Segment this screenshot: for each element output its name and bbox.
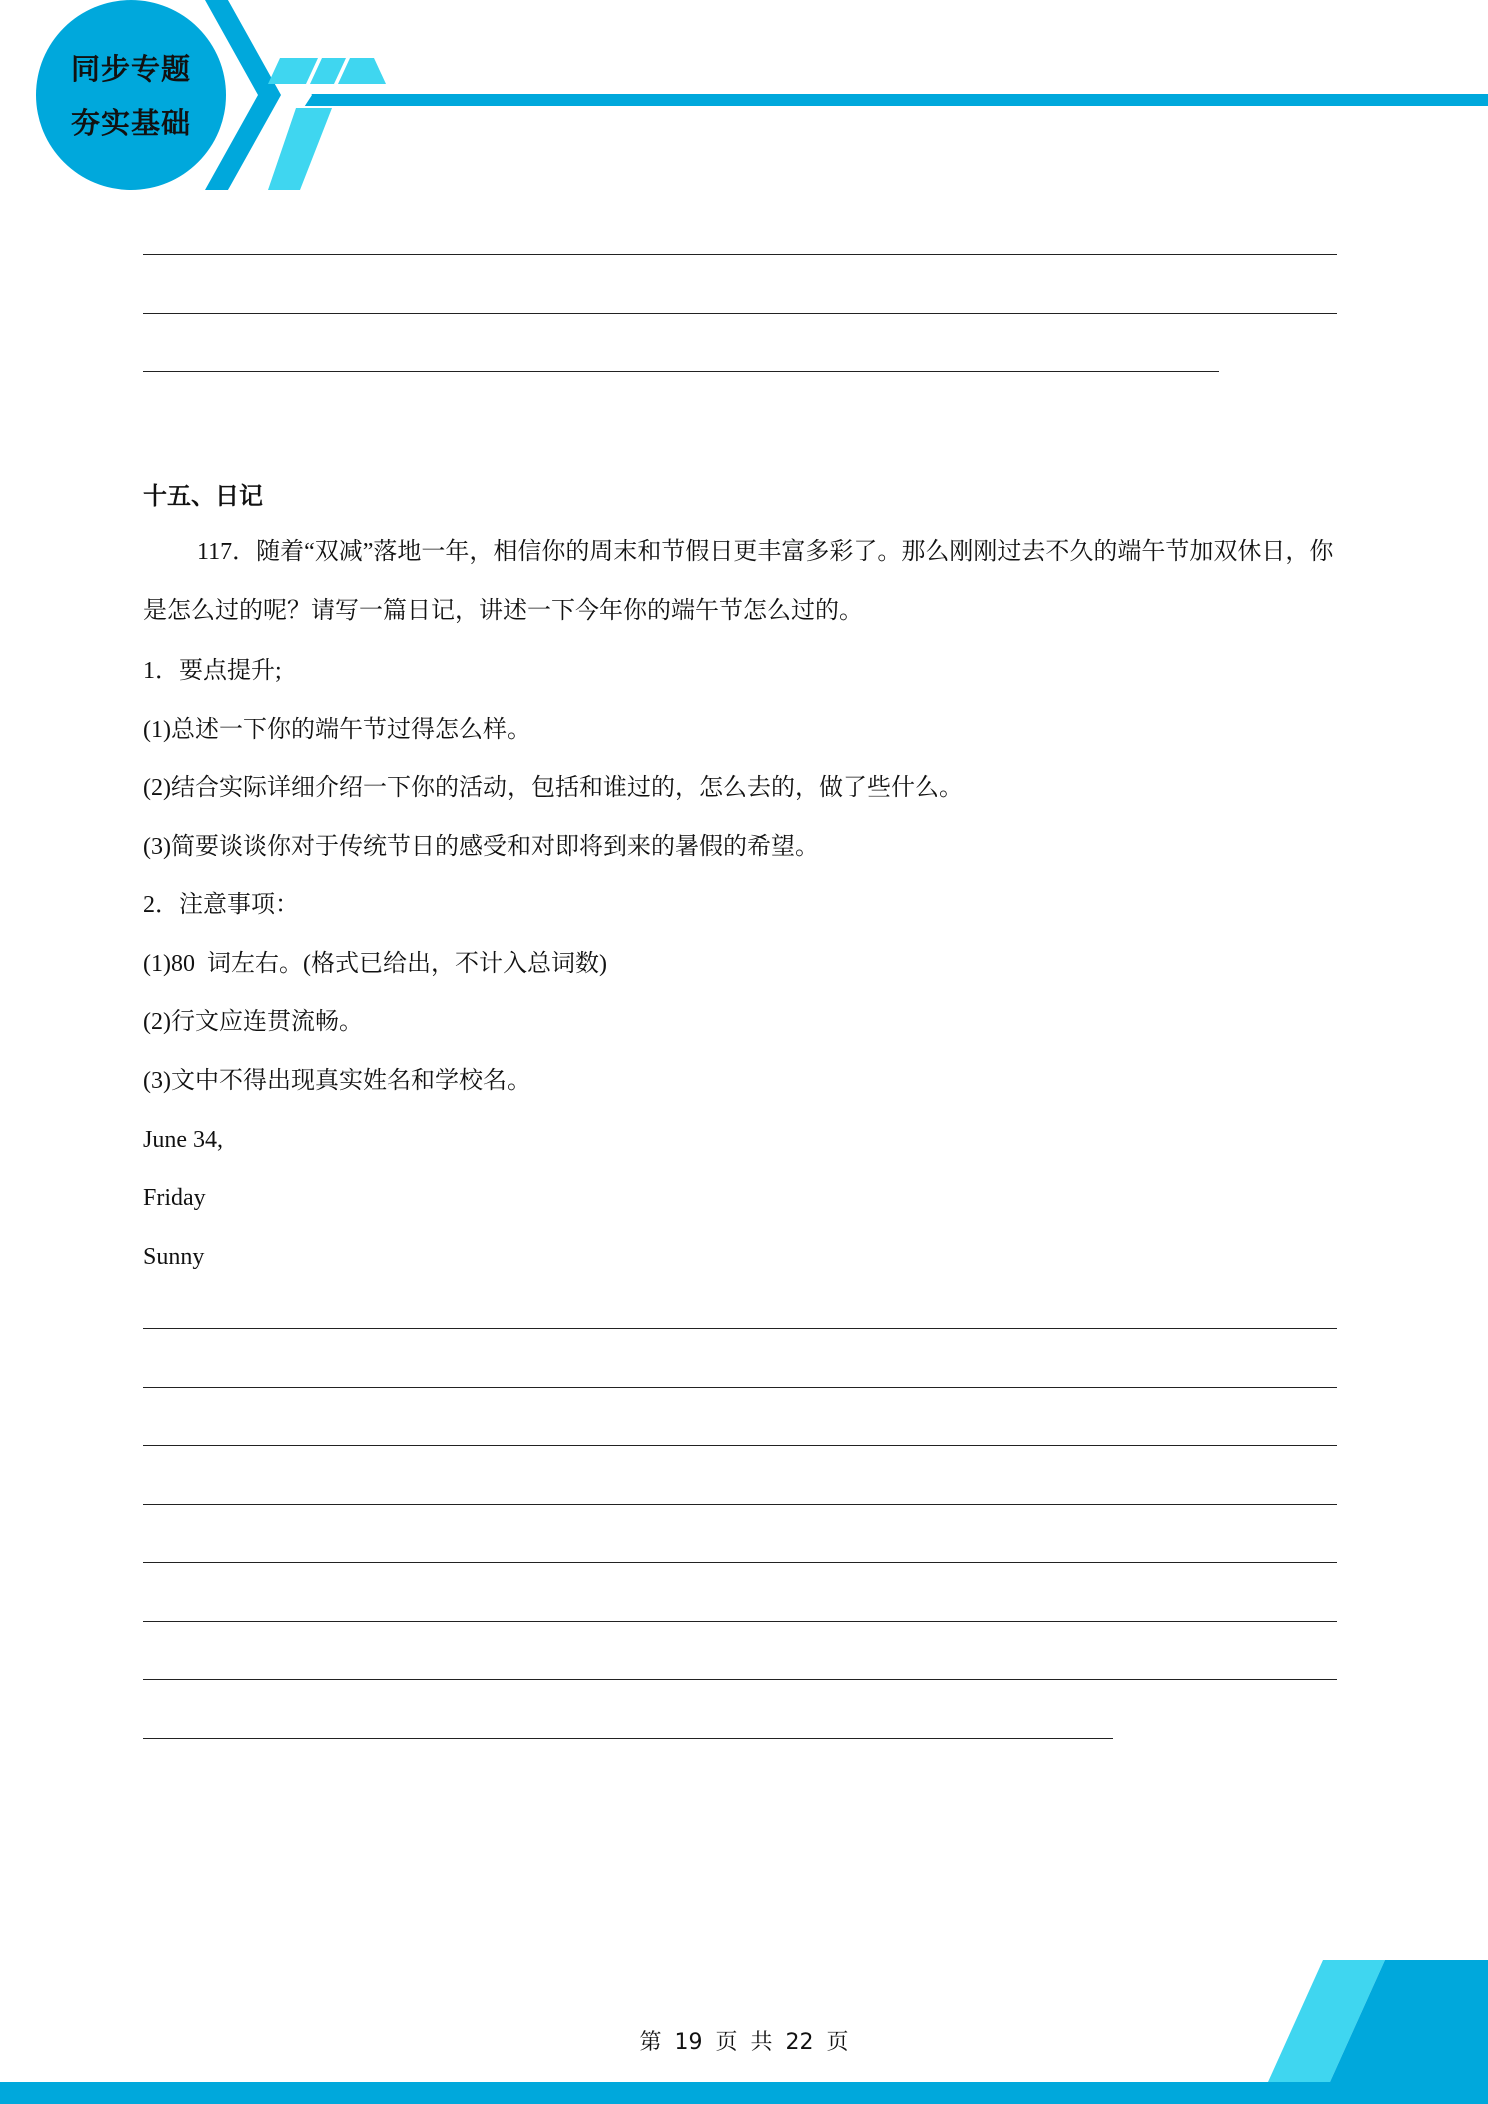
section-heading: 十五、日记	[143, 482, 263, 510]
notes-title: 2．注意事项：	[143, 892, 299, 918]
writing-line	[143, 1562, 1337, 1563]
answer-line	[143, 254, 1337, 255]
note-1: (1)80 词左右。(格式已给出，不计入总词数)	[143, 951, 607, 977]
badge-line-1: 同步专题	[70, 52, 191, 86]
header-badge-text	[34, 42, 228, 150]
header-stripe	[270, 94, 1488, 106]
point-3: (3)简要谈谈你对于传统节日的感受和对即将到来的暑假的希望。	[143, 834, 819, 860]
writing-line	[143, 1445, 1337, 1446]
page-number: 第 19 页 共 22 页	[639, 2030, 849, 2055]
point-1: (1)总述一下你的端午节过得怎么样。	[143, 717, 531, 743]
header-tab-3	[338, 58, 386, 84]
point-2: (2)结合实际详细介绍一下你的活动，包括和谁过的，怎么去的，做了些什么。	[143, 775, 963, 801]
footer-stripe	[0, 2082, 1488, 2104]
writing-line	[143, 1621, 1337, 1622]
note-3: (3)文中不得出现真实姓名和学校名。	[143, 1068, 531, 1094]
question-text: 117．随着“双减”落地一年，相信你的周末和节假日更丰富多彩了。那么刚刚过去不久的端午节加双休日，你是怎么过的呢？请写一篇日记，讲述一下今年你的端午节怎么过的。	[143, 539, 1334, 624]
writing-line	[143, 1387, 1337, 1388]
writing-line	[143, 1679, 1337, 1680]
diary-date: June 34,	[143, 1127, 223, 1153]
answer-line	[143, 371, 1219, 372]
writing-line	[143, 1504, 1337, 1505]
answer-line	[143, 313, 1337, 314]
writing-line	[143, 1738, 1113, 1739]
note-2: (2)行文应连贯流畅。	[143, 1009, 363, 1035]
points-title: 1．要点提升;	[143, 658, 282, 684]
diary-day: Friday	[143, 1185, 206, 1211]
diary-weather: Sunny	[143, 1244, 205, 1270]
writing-line	[143, 1328, 1337, 1329]
badge-line-2: 夯实基础	[70, 106, 191, 140]
